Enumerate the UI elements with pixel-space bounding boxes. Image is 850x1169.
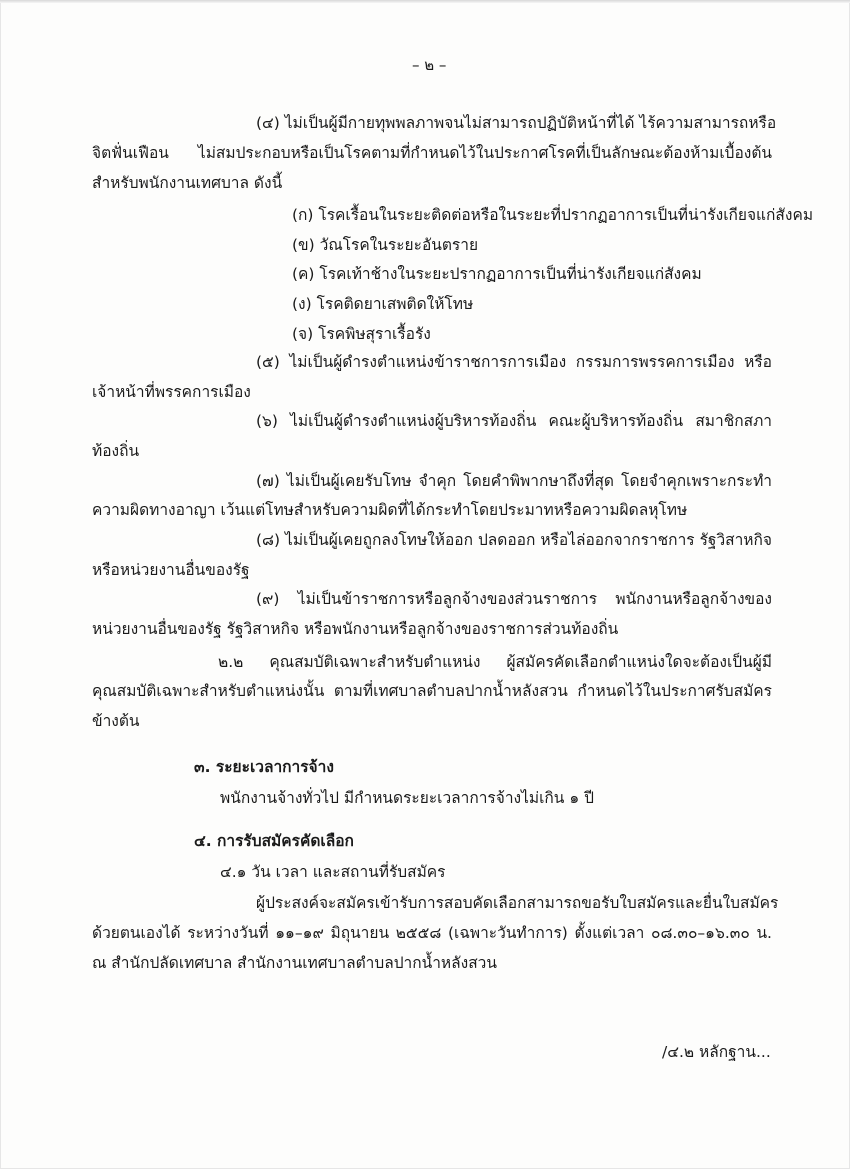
qualification-9-line-1: (๙) ไม่เป็นข้าราชการหรือลูกจ้างของส่วนราชการ พนักงานหรือลูกจ้างของ bbox=[256, 590, 772, 608]
qualification-6-line-2: ท้องถิ่น bbox=[92, 442, 140, 460]
disease-item-b: (ข) วัณโรคในระยะอันตราย bbox=[292, 236, 479, 254]
disease-item-a: (ก) โรคเรื้อนในระยะติดต่อหรือในระยะที่ปรากฏอาการเป็นที่น่ารังเกียจแก่สังคม bbox=[292, 206, 814, 224]
application-line-2: ด้วยตนเองได้ ระหว่างวันที่ ๑๑–๑๙ มิถุนายน ๒๕๕๘ (เฉพาะวันทำการ) ตั้งแต่เวลา ๐๘.๓๐–๑๖.๓๐ น. bbox=[92, 924, 772, 942]
scan-edge bbox=[0, 0, 850, 3]
qualification-9-line-2: หน่วยงานอื่นของรัฐ รัฐวิสาหกิจ หรือพนักงานหรือลูกจ้างของราชการส่วนท้องถิ่น bbox=[92, 620, 619, 638]
specific-qualification-line-2: คุณสมบัติเฉพาะสำหรับตำแหน่งนั้น ตามที่เทศบาลตำบลปากน้ำหลังสวน กำหนดไว้ในประกาศรับสมัคร bbox=[92, 682, 772, 700]
qualification-7-line-1: (๗) ไม่เป็นผู้เคยรับโทษ จำคุก โดยคำพิพากษาถึงที่สุด โดยจำคุกเพราะกระทำ bbox=[256, 472, 772, 490]
qualification-5-line-1: (๕) ไม่เป็นผู้ดำรงตำแหน่งข้าราชการการเมือง กรรมการพรรคการเมือง หรือ bbox=[256, 353, 772, 371]
page-number: – ๒ – bbox=[412, 56, 447, 74]
section-3-heading: ๓. ระยะเวลาการจ้าง bbox=[194, 758, 334, 776]
qualification-4-line-3: สำหรับพนักงานเทศบาล ดังนี้ bbox=[92, 174, 283, 192]
qualification-6-line-1: (๖) ไม่เป็นผู้ดำรงตำแหน่งผู้บริหารท้องถิ่น คณะผู้บริหารท้องถิ่น สมาชิกสภา bbox=[256, 412, 772, 430]
continuation-note: /๔.๒ หลักฐาน... bbox=[662, 1043, 771, 1061]
section-4-heading: ๔. การรับสมัครคัดเลือก bbox=[194, 832, 354, 850]
qualification-8-line-1: (๘) ไม่เป็นผู้เคยถูกลงโทษให้ออก ปลดออก หรือไล่ออกจากราชการ รัฐวิสาหกิจ bbox=[256, 531, 772, 549]
section-4-1-subheading: ๔.๑ วัน เวลา และสถานที่รับสมัคร bbox=[220, 863, 446, 881]
specific-qualification-line-1: ๒.๒ คุณสมบัติเฉพาะสำหรับตำแหน่ง ผู้สมัครคัดเลือกตำแหน่งใดจะต้องเป็นผู้มี bbox=[218, 653, 772, 671]
section-3-body: พนักงานจ้างทั่วไป มีกำหนดระยะเวลาการจ้างไม่เกิน ๑ ปี bbox=[220, 789, 594, 807]
qualification-5-line-2: เจ้าหน้าที่พรรคการเมือง bbox=[92, 383, 251, 401]
qualification-7-line-2: ความผิดทางอาญา เว้นแต่โทษสำหรับความผิดที่ได้กระทำโดยประมาทหรือความผิดลหุโทษ bbox=[92, 501, 688, 519]
qualification-4-line-1: (๔) ไม่เป็นผู้มีกายทุพพลภาพจนไม่สามารถปฏิบัติหน้าที่ได้ ไร้ความสามารถหรือ bbox=[256, 114, 777, 132]
specific-qualification-line-3: ข้างต้น bbox=[92, 712, 140, 730]
disease-item-d: (ง) โรคติดยาเสพติดให้โทษ bbox=[292, 295, 474, 313]
application-line-1: ผู้ประสงค์จะสมัครเข้ารับการสอบคัดเลือกสามารถขอรับใบสมัครและยื่นใบสมัคร bbox=[256, 894, 779, 912]
qualification-8-line-2: หรือหน่วยงานอื่นของรัฐ bbox=[92, 561, 250, 579]
disease-item-c: (ค) โรคเท้าช้างในระยะปรากฏอาการเป็นที่น่ารังเกียจแก่สังคม bbox=[292, 265, 702, 283]
application-line-3: ณ สำนักปลัดเทศบาล สำนักงานเทศบาลตำบลปากน้ำหลังสวน bbox=[92, 954, 497, 972]
qualification-4-line-2: จิตฟั่นเฟือน ไม่สมประกอบหรือเป็นโรคตามที่กำหนดไว้ในประกาศโรคที่เป็นลักษณะต้องห้ามเบื้องต้น bbox=[92, 144, 772, 162]
disease-item-e: (จ) โรคพิษสุราเรื้อรัง bbox=[292, 325, 431, 343]
